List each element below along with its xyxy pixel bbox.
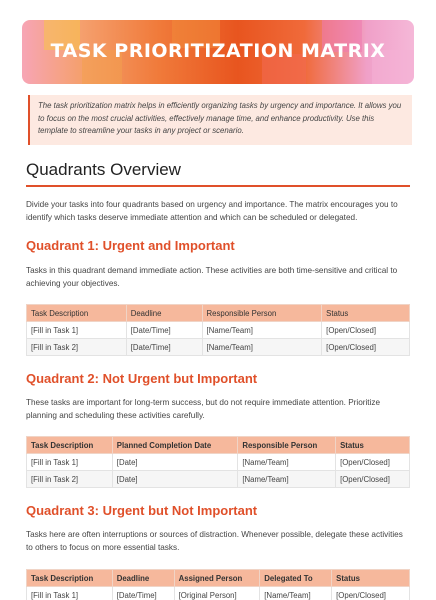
- quadrant-1-heading: Quadrant 1: Urgent and Important: [26, 238, 235, 253]
- table-row: [27, 322, 410, 339]
- column-header: Delegated To: [260, 570, 332, 587]
- table-cell[interactable]: [Date/Time]: [112, 587, 174, 600]
- table-header-row: [27, 570, 410, 587]
- quadrant-1-text: Tasks in this quadrant demand immediate action. These activities are both time-sensitive and critical to achieving your objectives.: [26, 266, 398, 288]
- table-cell[interactable]: [Fill in Task 1]: [27, 587, 113, 600]
- title-banner: [22, 20, 414, 84]
- page-title: TASK PRIORITIZATION MATRIX: [50, 40, 386, 62]
- column-header: Status: [332, 570, 410, 587]
- table-cell[interactable]: [Name/Team]: [238, 454, 336, 471]
- column-header: Task Description: [27, 437, 113, 454]
- column-header: Status: [322, 305, 410, 322]
- table-cell[interactable]: [Open/Closed]: [336, 454, 410, 471]
- table-cell[interactable]: [Open/Closed]: [322, 322, 410, 339]
- table-cell[interactable]: [Name/Team]: [202, 322, 322, 339]
- overview-text: Divide your tasks into four quadrants based on urgency and importance. The matrix encourages you to identify which tasks deserve immediate attention and which can be scheduled or delegated.: [26, 200, 398, 222]
- table-cell[interactable]: [Date]: [112, 471, 238, 488]
- table-cell[interactable]: [Fill in Task 1]: [27, 322, 127, 339]
- table-cell[interactable]: [Fill in Task 2]: [27, 471, 113, 488]
- heading-divider: [26, 185, 410, 187]
- table-header-row: [27, 437, 410, 454]
- column-header: Deadline: [112, 570, 174, 587]
- table-row: [27, 454, 410, 471]
- quadrant-3-heading: Quadrant 3: Urgent but Not Important: [26, 503, 258, 518]
- table-cell[interactable]: [Name/Team]: [260, 587, 332, 600]
- table-cell[interactable]: [Open/Closed]: [322, 339, 410, 356]
- column-header: Planned Completion Date: [112, 437, 238, 454]
- column-header: Responsible Person: [238, 437, 336, 454]
- table-cell[interactable]: [Name/Team]: [238, 471, 336, 488]
- table-cell[interactable]: [Open/Closed]: [336, 471, 410, 488]
- quadrant-3-table: [26, 569, 410, 600]
- table-cell[interactable]: [Name/Team]: [202, 339, 322, 356]
- column-header: Status: [336, 437, 410, 454]
- column-header: Assigned Person: [174, 570, 260, 587]
- quadrant-1-table: [26, 304, 410, 356]
- table-row: [27, 339, 410, 356]
- intro-callout: The task prioritization matrix helps in efficiently organizing tasks by urgency and importance. It allows you to focus on the most crucial activities, effectively manage time, and enhance productivity. Use this template to streamline your tasks in any project or scenario.: [28, 95, 412, 145]
- column-header: Task Description: [27, 305, 127, 322]
- quadrant-2-text: These tasks are important for long-term success, but do not require immediate attention. Prioritize planning and scheduling these activities carefully.: [26, 398, 381, 420]
- column-header: Responsible Person: [202, 305, 322, 322]
- column-header: Deadline: [126, 305, 202, 322]
- column-header: Task Description: [27, 570, 113, 587]
- table-cell[interactable]: [Date/Time]: [126, 322, 202, 339]
- table-cell[interactable]: [Date]: [112, 454, 238, 471]
- overview-heading: Quadrants Overview: [26, 160, 181, 179]
- table-cell[interactable]: [Open/Closed]: [332, 587, 410, 600]
- table-cell[interactable]: [Fill in Task 2]: [27, 339, 127, 356]
- quadrant-3-text: Tasks here are often interruptions or sources of distraction. Whenever possible, delegate these activities to others to focus on more essential tasks.: [26, 530, 403, 552]
- quadrant-2-heading: Quadrant 2: Not Urgent but Important: [26, 371, 258, 386]
- table-header-row: [27, 305, 410, 322]
- table-row: [27, 587, 410, 600]
- table-row: [27, 471, 410, 488]
- table-cell[interactable]: [Fill in Task 1]: [27, 454, 113, 471]
- quadrant-2-table: [26, 436, 410, 488]
- table-cell[interactable]: [Date/Time]: [126, 339, 202, 356]
- table-cell[interactable]: [Original Person]: [174, 587, 260, 600]
